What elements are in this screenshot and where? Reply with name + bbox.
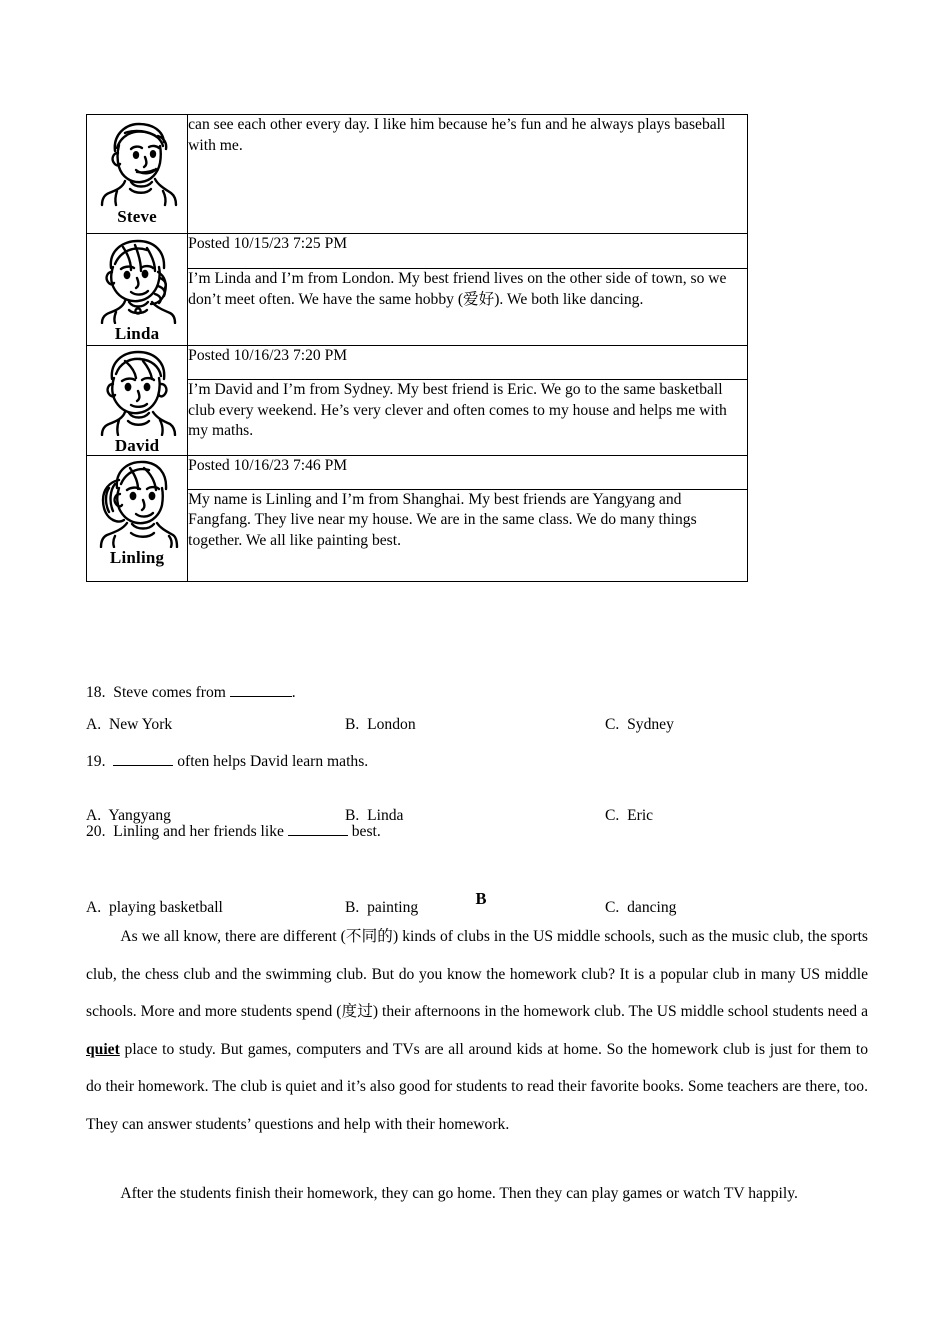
option-letter: B. (345, 807, 360, 824)
option-b[interactable] (345, 716, 416, 734)
option-a[interactable] (86, 716, 172, 734)
post-body-david (188, 346, 748, 456)
forum-posts-table (86, 114, 748, 582)
post-message: I’m David and I’m from Sydney. My best friend is Eric. We go to the same basketball club every weekend. He’s very clever and often comes to my house and helps me with my maths. (188, 380, 747, 454)
question-number: 18. (86, 683, 106, 701)
option-text: New York (108, 716, 173, 733)
question-stem-text: Steve comes from (113, 683, 226, 701)
answer-blank[interactable] (230, 681, 292, 697)
section-letter-b: B (475, 889, 487, 908)
avatar-cell-linda (87, 234, 188, 346)
answer-blank[interactable] (113, 750, 173, 766)
option-letter: A. (86, 807, 102, 824)
question-19 (86, 750, 876, 772)
option-c[interactable] (605, 716, 674, 734)
avatar-cell-david (87, 346, 188, 456)
avatar-name: Linling (109, 547, 165, 567)
question-20 (86, 820, 876, 842)
post-body-linda (188, 234, 748, 346)
question-number: 19. (86, 752, 106, 770)
avatar-cell-steve (87, 115, 188, 234)
table-row (87, 455, 748, 581)
option-text: Yangyang (108, 807, 171, 824)
question-stem-tail: best. (351, 822, 381, 840)
table-row (87, 346, 748, 456)
option-text: Linda (367, 807, 404, 824)
option-text: Sydney (627, 716, 674, 733)
option-letter: B. (345, 716, 360, 733)
option-letter: C. (605, 899, 620, 916)
keyword-quiet: quiet (86, 1040, 120, 1058)
avatar-cell-linling (87, 455, 188, 581)
post-message: I’m Linda and I’m from London. My best friend lives on the other side of town, so we don’t meet often. We have the same hobby (爱好). We both like dancing. (188, 269, 747, 346)
question-number: 20. (86, 822, 106, 840)
option-text: painting (367, 899, 419, 916)
post-message: My name is Linling and I’m from Shanghai. My best friends are Yangyang and Fangfang. They live near my house. We are in the same class. We do many things together. We all like painting best. (188, 489, 747, 581)
question-19-stem (86, 750, 876, 772)
question-stem-tail: often helps David learn maths. (177, 752, 369, 770)
option-text: dancing (627, 899, 677, 916)
passage-text-part-2: place to study. But games, computers and TVs are all around kids at home. So the homework club is just for them to do their homework. The club is quiet and it’s also good for students to read their favorite books. Some teachers are there, too. They can answer students’ questions and help with their homework. (86, 1040, 868, 1133)
question-stem-tail: . (291, 683, 296, 701)
post-body-linling (188, 455, 748, 581)
passage-b-paragraph-2 (86, 1175, 868, 1213)
option-letter: B. (345, 899, 360, 916)
option-letter: A. (86, 716, 102, 733)
avatar-name: Steve (117, 207, 157, 226)
boy-portrait-icon (95, 115, 179, 207)
avatar-name: Linda (114, 324, 160, 343)
option-text: playing basketball (108, 899, 223, 916)
post-message: can see each other every day. I like him because he’s fun and he always plays baseball with me. (188, 116, 726, 154)
passage-text-part-1: As we all know, there are different (不同的) kinds of clubs in the US middle schools, such as the music club, the sports club, the chess club and the swimming club. But do you know the homework club? It is a popular club in many US middle schools. More and more students spend (度过) their afternoons in the homework club. The US middle school students need a (86, 928, 868, 1020)
option-text: London (367, 716, 416, 733)
table-row (87, 234, 748, 346)
option-letter: A. (86, 899, 102, 916)
post-timestamp: Posted 10/16/23 7:46 PM (188, 456, 348, 474)
post-timestamp: Posted 10/15/23 7:25 PM (188, 235, 348, 252)
answer-blank[interactable] (288, 820, 348, 836)
girl-ponytail-portrait-icon (95, 456, 179, 548)
option-text: Eric (627, 807, 654, 824)
girl-braid-portrait-icon (95, 234, 179, 324)
table-row (87, 115, 748, 234)
option-letter: C. (605, 716, 620, 733)
question-20-stem (86, 820, 876, 842)
boy-curly-portrait-icon (95, 346, 179, 436)
avatar-name: David (114, 436, 160, 455)
question-18-stem (86, 681, 876, 703)
option-letter: C. (605, 807, 620, 824)
passage-b-paragraph-1 (86, 918, 868, 1143)
post-body-steve (188, 115, 748, 234)
question-stem-text: Linling and her friends like (113, 822, 284, 840)
post-timestamp: Posted 10/16/23 7:20 PM (188, 347, 348, 364)
passage-text-part-3: After the students finish their homework, they can go home. Then they can play games or watch TV happily. (120, 1185, 798, 1202)
question-18-options (86, 716, 876, 738)
question-18 (86, 681, 876, 703)
